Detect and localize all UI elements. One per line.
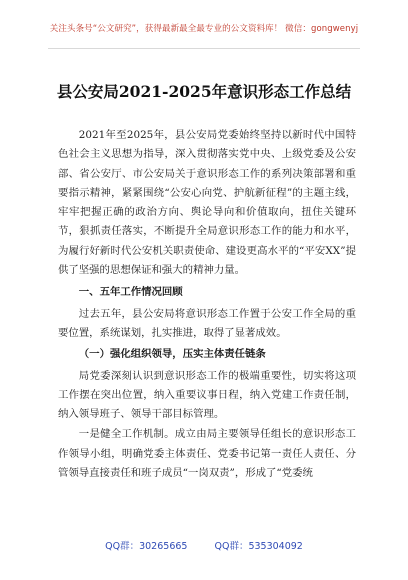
header-note: 关注头条号“公文研究”，获得最新最全最专业的公文资料库！ 微信：gongwenyj [49,24,359,34]
subsection-paragraph-2: 一是健全工作机制。成立由局主要领导任组长的意识形态工作领导小组，明确党委主体责任、党委书记第一责任人责任、分管领导直接责任和班子成员“一岗双责”，形成了“党委统 [58,428,356,480]
section-paragraph: 过去五年，县公安局将意识形态工作置于公安工作全局的重要位置，系统谋划，扎实推进，取得了显著成效。 [58,307,356,339]
document-body [58,126,356,484]
document-title: 县公安局2021-2025年意识形态工作总结 [56,82,352,101]
subsection-paragraph: 局党委深刻认识到意识形态工作的极端重要性，切实将这项工作摆在突出位置，纳入重要议事日程，纳入党建工作责任制，纳入领导班子、领导干部目标管理。 [58,369,356,421]
header-divider [48,48,360,49]
subsection-heading: （一）强化组织领导，压实主体责任链条 [78,348,266,361]
footer [0,538,408,552]
footer-qq-group-2: QQ群：535304092 [214,541,303,552]
footer-qq-group-1: QQ群：30265665 [105,541,188,552]
section-heading: 一、五年工作情况回顾 [78,286,183,299]
intro-paragraph: 2021年至2025年，县公安局党委始终坚持以新时代中国特色社会主义思想为指导，深入贯彻落实党中央、上级党委及公安部、省公安厅、市公安局关于意识形态工作的系列决策部署和重要指示精神，紧紧围绕“公安心向党、护航新征程”的主题主线，牢牢把握正确的政治方向、舆论导向和价值取向，扭住关键环节，狠抓责任落实，不断提升全局意识形态工作的能力和水平，为履行好新时代公安机关职责使命、建设更高水平的“平安XX”提供了坚强的思想保证和强大的精神力量。 [58,129,356,277]
